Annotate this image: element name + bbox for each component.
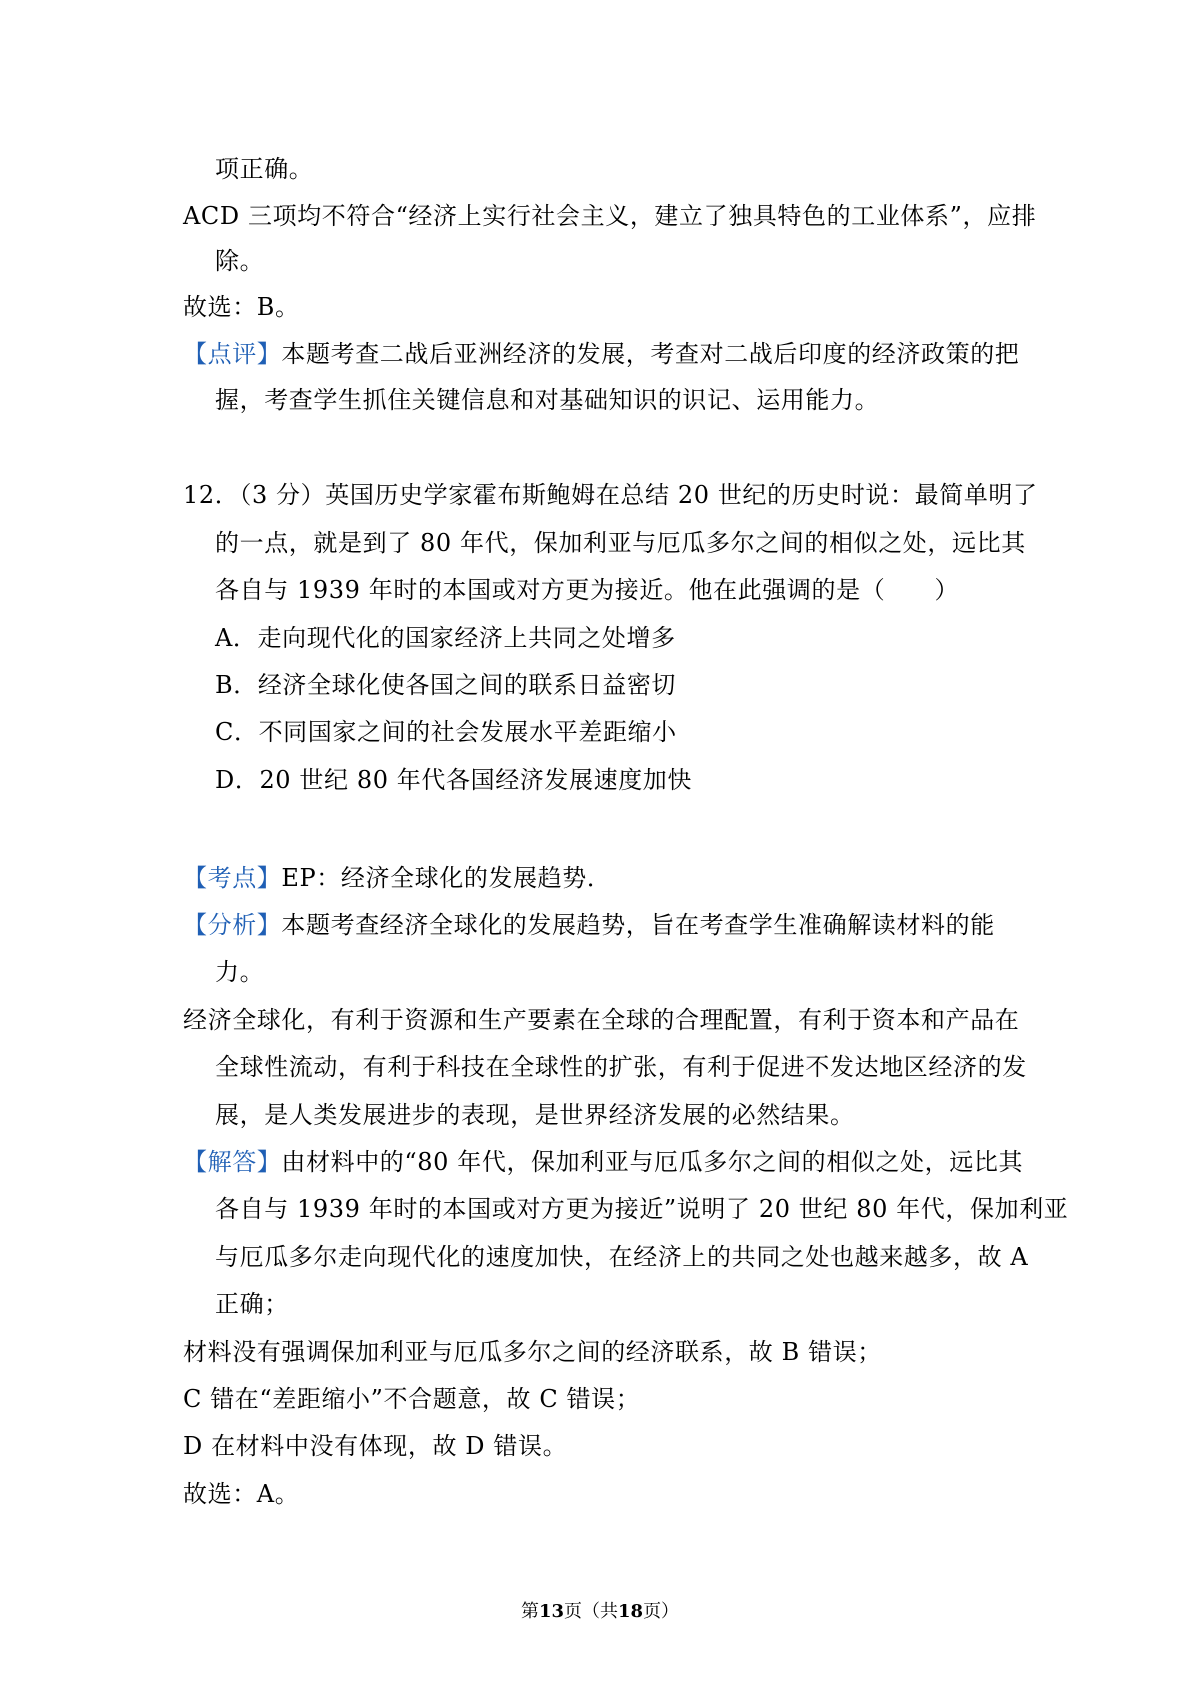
option-b: B．经济全球化使各国之间的联系日益密切 [215, 671, 677, 699]
footer-mid: 页（共 [564, 1601, 618, 1622]
explain-line-3: 展，是人类发展进步的表现，是世界经济发展的必然结果。 [215, 1101, 855, 1129]
other-line-d: D 在材料中没有体现，故 D 错误。 [183, 1432, 568, 1460]
jieda-line-4: 正确； [215, 1290, 289, 1318]
kaodian-line [183, 862, 611, 894]
option-a: A．走向现代化的国家经济上共同之处增多 [215, 624, 676, 652]
jieda-line-3: 与厄瓜多尔走向现代化的速度加快，在经济上的共同之处也越来越多，故 A [215, 1243, 1029, 1271]
prev-comment-line-2: 握，考查学生抓住关键信息和对基础知识的识记、运用能力。 [215, 386, 880, 414]
other-line-b: 材料没有强调保加利亚与厄瓜多尔之间的经济联系，故 B 错误； [183, 1338, 882, 1366]
jieda-tag: 【解答】 [183, 1148, 282, 1176]
option-c: C．不同国家之间的社会发展水平差距缩小 [215, 718, 677, 746]
kaodian-text: EP：经济全球化的发展趋势． [281, 864, 612, 892]
comment-tag: 【点评】 [183, 340, 282, 368]
question-stem-line-1: 12．（3 分）英国历史学家霍布斯鲍姆在总结 20 世纪的历史时说：最简单明了 [183, 481, 1038, 509]
question-stem-line-3: 各自与 1939 年时的本国或对方更为接近。他在此强调的是（ ） [215, 576, 960, 604]
prev-choose-line: 故选：B。 [183, 293, 300, 321]
option-d: D．20 世纪 80 年代各国经济发展速度加快 [215, 766, 693, 794]
fenxi-tag: 【分析】 [183, 911, 282, 939]
prev-continuation-line: 项正确。 [215, 155, 314, 183]
footer-suffix: 页） [643, 1601, 680, 1622]
jieda-line-2: 各自与 1939 年时的本国或对方更为接近”说明了 20 世纪 80 年代，保加利亚 [215, 1195, 1069, 1223]
fenxi-line-2: 力。 [215, 958, 265, 986]
explain-line-2: 全球性流动，有利于科技在全球性的扩张，有利于促进不发达地区经济的发 [215, 1053, 1027, 1081]
explain-line-1: 经济全球化，有利于资源和生产要素在全球的合理配置，有利于资本和产品在 [183, 1006, 1020, 1034]
page-total: 18 [618, 1601, 644, 1622]
prev-acd-line-2: 除。 [215, 247, 265, 275]
answer-choose-line: 故选：A。 [183, 1480, 300, 1508]
fenxi-line-1 [183, 909, 995, 941]
prev-acd-line-1: ACD 三项均不符合“经济上实行社会主义，建立了独具特色的工业体系”，应排 [183, 202, 1037, 230]
jieda-text: 由材料中的“80 年代，保加利亚与厄瓜多尔之间的相似之处，远比其 [281, 1148, 1024, 1176]
jieda-line-1 [183, 1146, 1023, 1178]
prev-comment-line-1 [183, 338, 1019, 370]
kaodian-tag: 【考点】 [183, 864, 282, 892]
fenxi-text: 本题考查经济全球化的发展趋势，旨在考查学生准确解读材料的能 [281, 911, 995, 939]
other-line-c: C 错在“差距缩小”不合题意，故 C 错误； [183, 1385, 641, 1413]
comment-text: 本题考查二战后亚洲经济的发展，考查对二战后印度的经济政策的把 [281, 340, 1020, 368]
page-number: 13 [538, 1601, 564, 1622]
footer-prefix: 第 [520, 1601, 539, 1622]
page-footer [0, 1600, 1200, 1624]
question-stem-line-2: 的一点，就是到了 80 年代，保加利亚与厄瓜多尔之间的相似之处，远比其 [215, 529, 1026, 557]
